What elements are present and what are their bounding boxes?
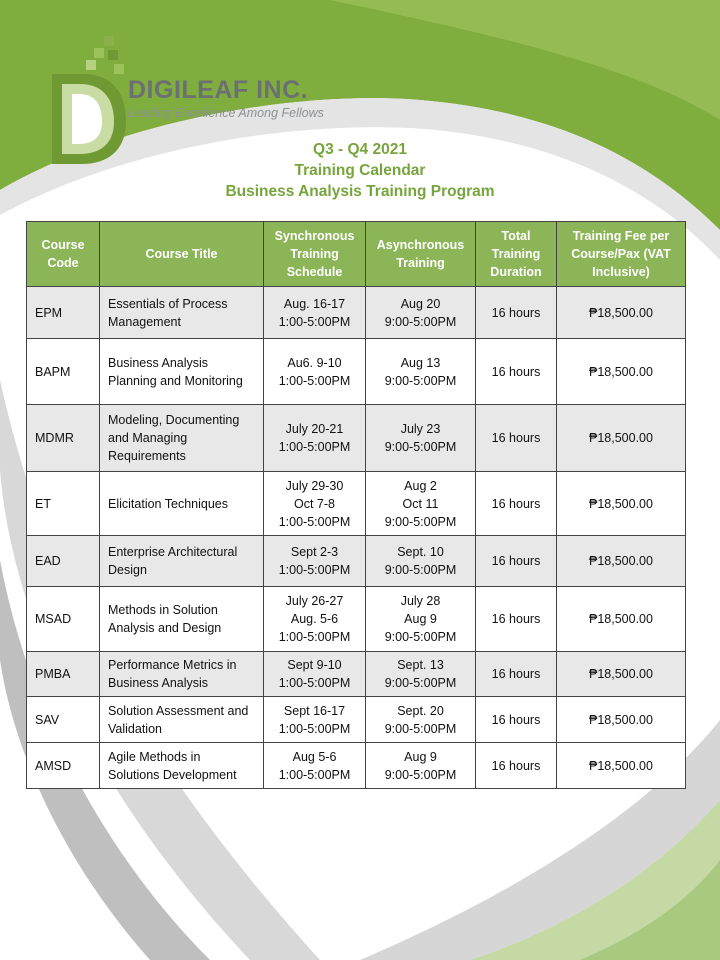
course-title: Solution Assessment and Validation [100, 697, 264, 743]
async-schedule: July 28 Aug 9 9:00-5:00PM [366, 587, 476, 652]
course-title: Methods in Solution Analysis and Design [100, 587, 264, 652]
duration: 16 hours [476, 405, 557, 472]
sync-schedule: Aug 5-6 1:00-5:00PM [264, 743, 366, 789]
course-code: PMBA [27, 652, 100, 697]
header-async-training: Asynchronous Training [366, 222, 476, 287]
fee: ₱18,500.00 [557, 405, 686, 472]
training-calendar-table [26, 221, 686, 789]
table-row [27, 536, 686, 587]
company-name: DIGILEAF INC. [128, 76, 309, 104]
fee: ₱18,500.00 [557, 536, 686, 587]
fee: ₱18,500.00 [557, 287, 686, 339]
duration: 16 hours [476, 743, 557, 789]
async-schedule: July 23 9:00-5:00PM [366, 405, 476, 472]
course-code: SAV [27, 697, 100, 743]
header-course-code: Course Code [27, 222, 100, 287]
course-title: Elicitation Techniques [100, 472, 264, 536]
course-title: Business Analysis Planning and Monitoring [100, 339, 264, 405]
course-code: AMSD [27, 743, 100, 789]
sync-schedule: July 29-30 Oct 7-8 1:00-5:00PM [264, 472, 366, 536]
fee: ₱18,500.00 [557, 743, 686, 789]
table-row [27, 697, 686, 743]
course-title: Agile Methods in Solutions Development [100, 743, 264, 789]
async-schedule: Aug 13 9:00-5:00PM [366, 339, 476, 405]
calendar-title: Training Calendar [294, 162, 426, 179]
sync-schedule: July 26-27 Aug. 5-6 1:00-5:00PM [264, 587, 366, 652]
duration: 16 hours [476, 472, 557, 536]
duration: 16 hours [476, 587, 557, 652]
document-title-block [0, 139, 720, 202]
async-schedule: Sept. 13 9:00-5:00PM [366, 652, 476, 697]
table-row [27, 405, 686, 472]
header-training-fee: Training Fee per Course/Pax (VAT Inclusive) [557, 222, 686, 287]
course-code: MDMR [27, 405, 100, 472]
duration: 16 hours [476, 652, 557, 697]
header-course-title: Course Title [100, 222, 264, 287]
table-row [27, 339, 686, 405]
sync-schedule: July 20-21 1:00-5:00PM [264, 405, 366, 472]
fee: ₱18,500.00 [557, 652, 686, 697]
duration: 16 hours [476, 536, 557, 587]
course-title: Essentials of Process Management [100, 287, 264, 339]
header-sync-schedule: Synchronous Training Schedule [264, 222, 366, 287]
course-code: EPM [27, 287, 100, 339]
async-schedule: Sept. 20 9:00-5:00PM [366, 697, 476, 743]
table-row [27, 472, 686, 536]
table-row [27, 652, 686, 697]
fee: ₱18,500.00 [557, 697, 686, 743]
company-tagline: Leading Excellence Among Fellows [127, 106, 324, 120]
quarter-title: Q3 - Q4 2021 [313, 141, 407, 158]
fee: ₱18,500.00 [557, 472, 686, 536]
program-title: Business Analysis Training Program [225, 183, 495, 200]
table-row [27, 743, 686, 789]
async-schedule: Sept. 10 9:00-5:00PM [366, 536, 476, 587]
course-code: BAPM [27, 339, 100, 405]
course-code: MSAD [27, 587, 100, 652]
sync-schedule: Aug. 16-17 1:00-5:00PM [264, 287, 366, 339]
table-header-row [27, 222, 686, 287]
fee: ₱18,500.00 [557, 587, 686, 652]
course-title: Performance Metrics in Business Analysis [100, 652, 264, 697]
async-schedule: Aug 9 9:00-5:00PM [366, 743, 476, 789]
table-row [27, 287, 686, 339]
sync-schedule: Sept 16-17 1:00-5:00PM [264, 697, 366, 743]
async-schedule: Aug 20 9:00-5:00PM [366, 287, 476, 339]
course-title: Enterprise Architectural Design [100, 536, 264, 587]
course-title: Modeling, Documenting and Managing Requirements [100, 405, 264, 472]
async-schedule: Aug 2 Oct 11 9:00-5:00PM [366, 472, 476, 536]
duration: 16 hours [476, 697, 557, 743]
table-row [27, 587, 686, 652]
duration: 16 hours [476, 287, 557, 339]
course-code: ET [27, 472, 100, 536]
duration: 16 hours [476, 339, 557, 405]
course-code: EAD [27, 536, 100, 587]
sync-schedule: Sept 9-10 1:00-5:00PM [264, 652, 366, 697]
sync-schedule: Sept 2-3 1:00-5:00PM [264, 536, 366, 587]
header-total-duration: Total Training Duration [476, 222, 557, 287]
sync-schedule: Au6. 9-10 1:00-5:00PM [264, 339, 366, 405]
fee: ₱18,500.00 [557, 339, 686, 405]
